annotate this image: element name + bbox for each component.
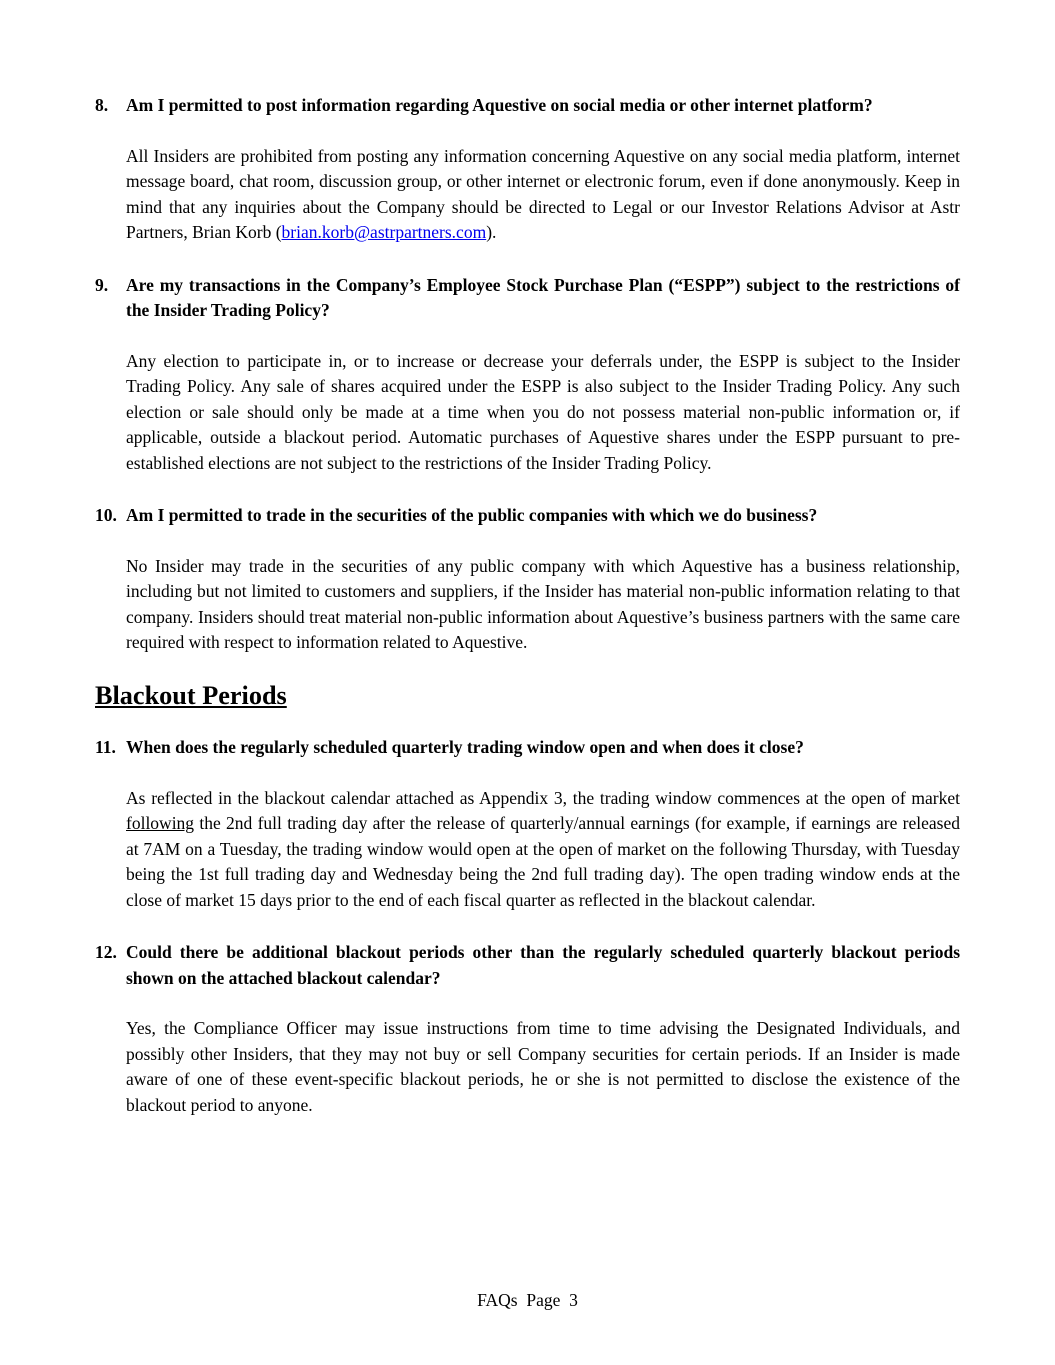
faq-item-11 <box>95 735 960 913</box>
faq-item-9 <box>95 273 960 477</box>
question-text: Are my transactions in the Company’s Employee Stock Purchase Plan (“ESPP”) subject to the restrictions of the Insider Trading Policy? <box>126 274 960 320</box>
email-link[interactable]: brian.korb@astrpartners.com <box>281 222 487 242</box>
answer-paragraph: Any election to participate in, or to increase or decrease your deferrals under, the ESPP is subject to the Insider Trading Policy. Any sale of shares acquired under the ESPP is also subject to the Insider Trading Policy. Any such election or sale should only be made at a time when you do not possess material non-public information or, if applicable, outside a blackout period. Automatic purchases of Aquestive shares under the ESPP pursuant to pre-established elections are not subject to the restrictions of the Insider Trading Policy. <box>126 350 960 473</box>
question-number: 8. <box>95 95 109 115</box>
question-row <box>95 93 960 119</box>
question-number: 11. <box>95 737 116 757</box>
question-number: 10. <box>95 505 117 525</box>
answer-text: the 2nd full trading day after the release of quarterly/annual earnings (for example, if earnings are released at 7AM on a Tuesday, the trading window would open at the open of market on the following Thursday, with Tuesday being the 1st full trading day and Wednesday being the 2nd full trading day). The open trading window ends at the close of market 15 days prior to the end of each fiscal quarter as reflected in the blackout calendar. <box>126 813 960 910</box>
faq-item-8 <box>95 93 960 246</box>
answer-paragraph <box>126 144 960 246</box>
faq-item-12 <box>95 940 960 1118</box>
answer-paragraph: Yes, the Compliance Officer may issue instructions from time to time advising the Designated Individuals, and possibly other Insiders, that they may not buy or sell Company securities for certain periods. If an Insider is made aware of one of these event-specific blackout periods, he or she is not permitted to disclose the existence of the blackout period to anyone. <box>126 1018 960 1115</box>
answer-paragraph: No Insider may trade in the securities of any public company with which Aquestive has a business relationship, including but not limited to customers and suppliers, if the Insider has material non-public information relating to that company. Insiders should treat material non-public information about Aquestive’s business partners with the same care required with respect to information related to Aquestive. <box>126 555 960 652</box>
answer-paragraph <box>126 786 960 914</box>
question-text: Could there be additional blackout periods other than the regularly scheduled quarterly blackout periods shown on the attached blackout calendar? <box>126 942 960 988</box>
question-text: Am I permitted to trade in the securities of the public companies with which we do business? <box>126 505 818 525</box>
question-number: 9. <box>95 274 109 295</box>
section-heading-blackout-periods: Blackout Periods <box>95 680 287 710</box>
question-row <box>95 735 960 761</box>
question-text: When does the regularly scheduled quarterly trading window open and when does it close? <box>126 737 804 757</box>
answer-text: All Insiders are prohibited from posting any information concerning Aquestive on any social media platform, internet message board, chat room, discussion group, or other internet or electronic forum, even if done anonymously. Keep in mind that any inquiries about the Company should be directed to Legal or our Investor Relations Advisor at Astr Partners, Brian Korb ( <box>126 145 960 242</box>
question-row <box>95 940 960 991</box>
underlined-word: following <box>126 813 195 833</box>
faq-item-10 <box>95 503 960 656</box>
question-row <box>95 503 960 529</box>
question-text: Am I permitted to post information regarding Aquestive on social media or other internet platform? <box>126 95 873 115</box>
page-footer: FAQs Page 3 <box>477 1289 578 1310</box>
question-number: 12. <box>95 942 117 962</box>
answer-text: ). <box>486 222 497 242</box>
answer-text: As reflected in the blackout calendar attached as Appendix 3, the trading window commences at the open of market <box>126 787 960 808</box>
question-row <box>95 273 960 324</box>
